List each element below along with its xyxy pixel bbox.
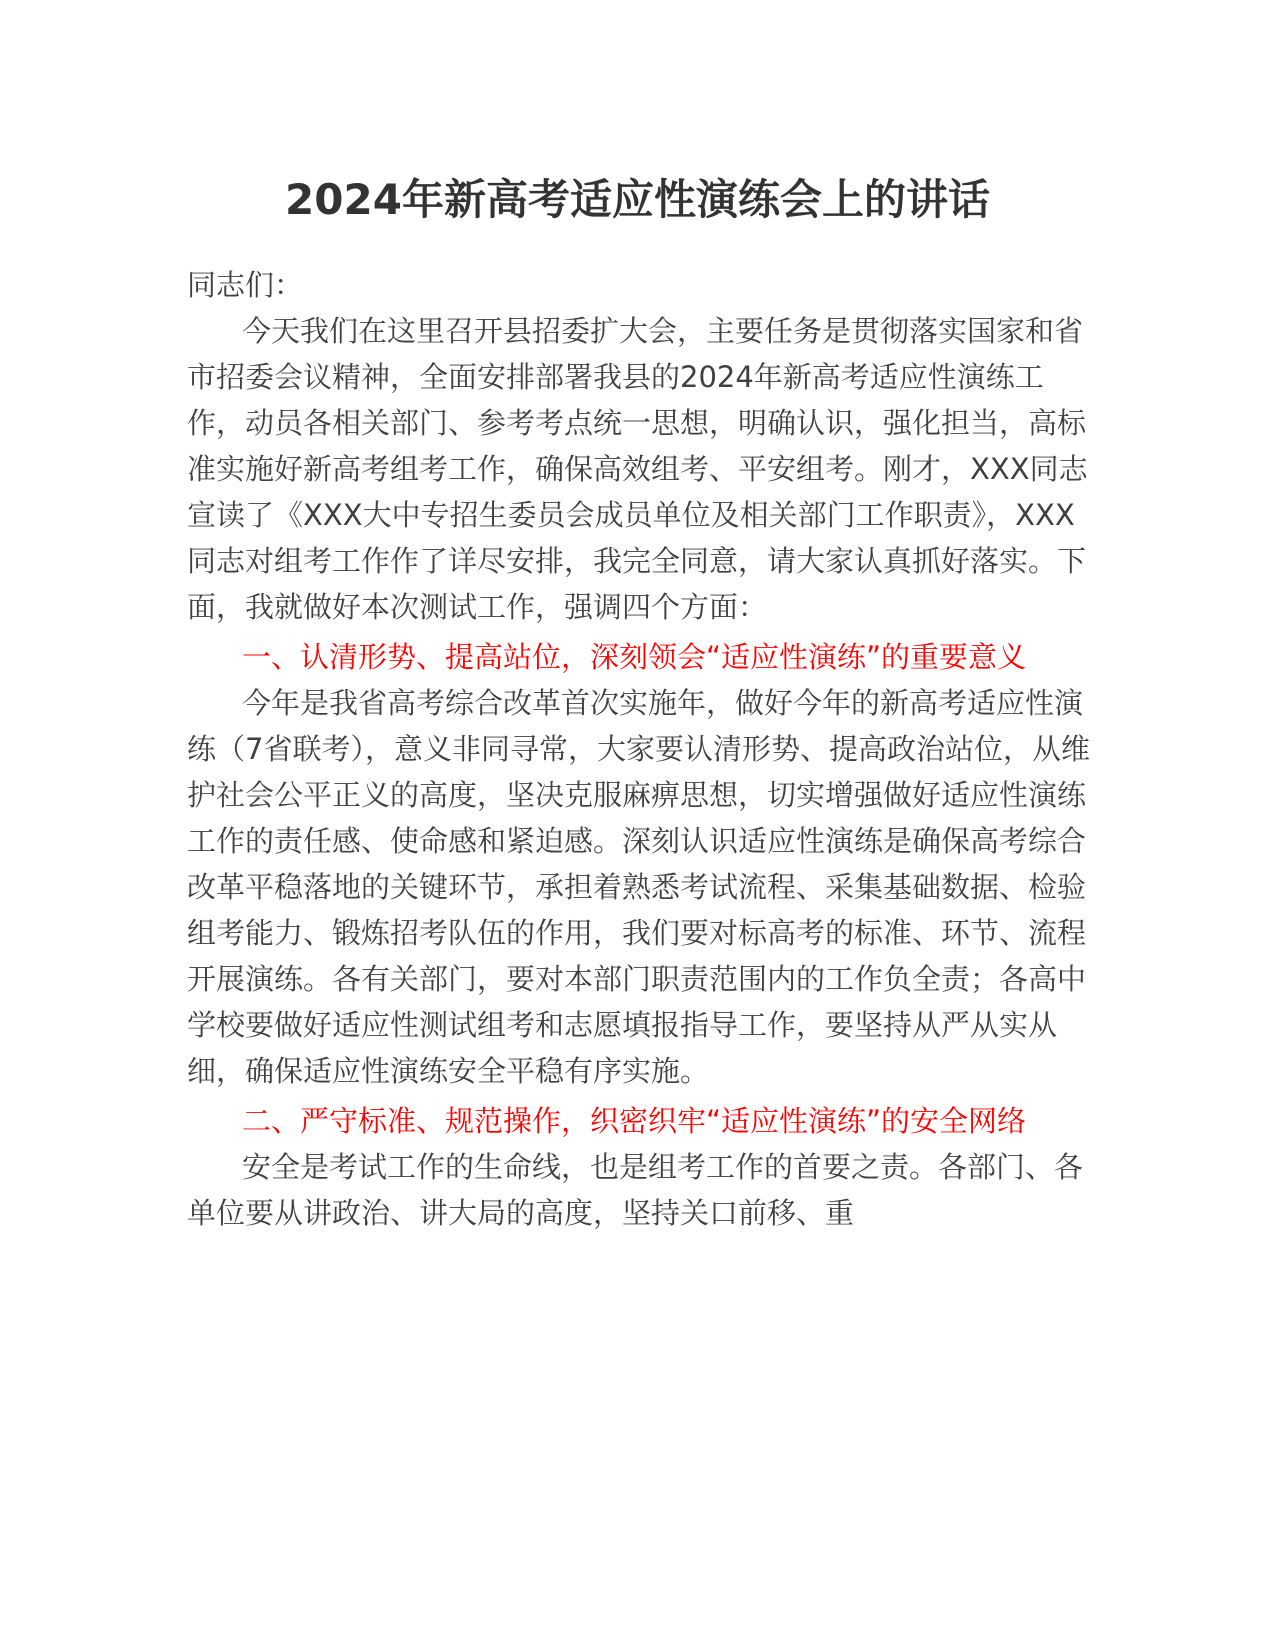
document-title: 2024年新高考适应性演练会上的讲话 bbox=[285, 175, 990, 224]
body-paragraph: 今天我们在这里召开县招委扩大会，主要任务是贯彻落实国家和省市招委会议精神，全面安排部署我县的2024年新高考适应性演练工作，动员各相关部门、参考考点统一思想，明确认识，强化担当，高标准实施好新高考组考工作，确保高效组考、平安组考。刚才，XXX同志宣读了《XXX大中专招生委员会成员单位及相关部门工作职责》，XXX同志对组考工作作了详尽安排，我完全同意，请大家认真抓好落实。下面，我就做好本次测试工作，强调四个方面： bbox=[187, 314, 1088, 624]
document-body bbox=[187, 262, 1097, 1236]
body-paragraph: 安全是考试工作的生命线，也是组考工作的首要之责。各部门、各单位要从讲政治、讲大局的高度，坚持关口前移、重 bbox=[187, 1150, 1084, 1230]
body-paragraph: 今年是我省高考综合改革首次实施年，做好今年的新高考适应性演练（7省联考），意义非同寻常，大家要认清形势、提高政治站位，从维护社会公平正义的高度，坚决克服麻痹思想，切实增强做好适应性演练工作的责任感、使命感和紧迫感。深刻认识适应性演练是确保高考综合改革平稳落地的关键环节，承担着熟悉考试流程、采集基础数据、检验组考能力、锻炼招考队伍的作用，我们要对标高考的标准、环节、流程开展演练。各有关部门，要对本部门职责范围内的工作负全责；各高中学校要做好适应性测试组考和志愿填报指导工作，要坚持从严从实从细，确保适应性演练安全平稳有序实施。 bbox=[187, 686, 1090, 1088]
salutation: 同志们： bbox=[187, 268, 304, 302]
section-heading: 二、严守标准、规范操作，织密织牢“适应性演练”的安全网络 bbox=[242, 1104, 1027, 1138]
section-heading: 一、认清形势、提高站位，深刻领会“适应性演练”的重要意义 bbox=[242, 640, 1027, 674]
